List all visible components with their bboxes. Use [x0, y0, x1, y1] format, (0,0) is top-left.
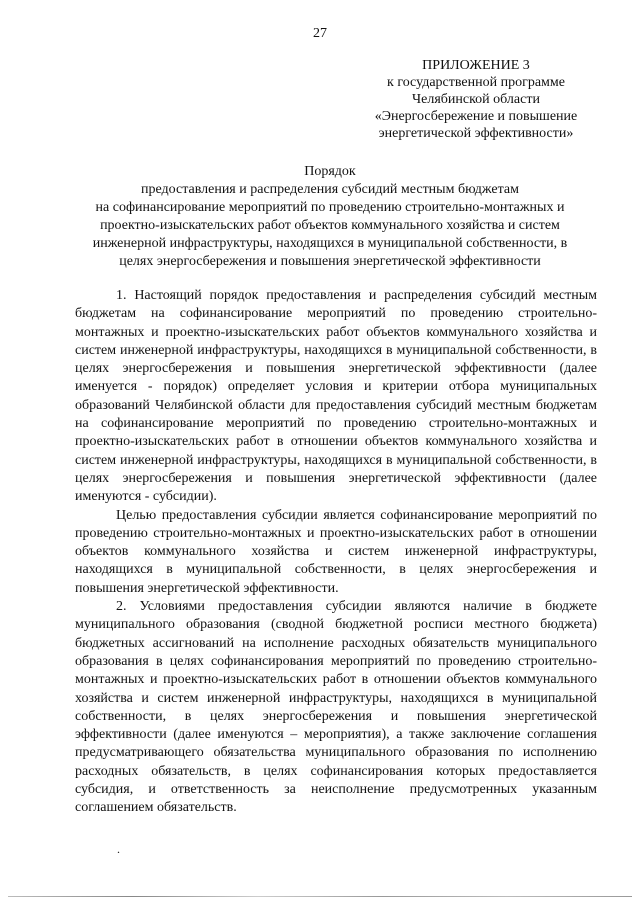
scan-edge-line	[8, 896, 632, 897]
document-heading: Порядок	[304, 164, 356, 179]
appendix-title: ПРИЛОЖЕНИЕ 3	[422, 58, 530, 73]
title-line: инженерной инфраструктуры, находящихся в муниципальной собственности, в	[92, 236, 568, 251]
paragraph-1: 1. Настоящий порядок предоставления и распределения субсидий местным бюджетам на софинансирование мероприятий по проведению строительно-монтажных и проектно-изыскательских работ объектов коммунального хозяйства и систем инженерной инфраструктуры, находящихся в муниципальной собственности, в целях энергосбережения и повышения энергетической эффективности (далее именуется - порядок) определяет условия и критерии отбора муниципальных образований Челябинской области для предоставления субсидий местным бюджетам на софинансирование мероприятий по проведению строительно-монтажных и проектно-изыскательских работ в отношении объектов коммунального хозяйства и систем инженерной инфраструктуры, находящихся в муниципальной собственности, в целях энергосбережения и повышения энергетической эффективности (далее именуются - субсидии).	[75, 288, 597, 505]
paragraph-2: Целью предоставления субсидии является софинансирование мероприятий по проведению строительно-монтажных и проектно-изыскательских работ в отношении объектов коммунального хозяйства и систем инженерной инфраструктуры, находящихся в муниципальной собственности, в целях энергосбережения и повышения энергетической эффективности.	[75, 507, 597, 596]
appendix-block	[356, 57, 596, 142]
document-title	[60, 163, 600, 271]
appendix-line: к государственной программе	[387, 75, 565, 90]
document-body	[75, 287, 597, 818]
title-line: на софинансирование мероприятий по проведению строительно-монтажных и	[95, 200, 565, 215]
title-line: целях энергосбережения и повышения энергетической эффективности	[119, 254, 541, 269]
stray-mark: .	[117, 842, 120, 856]
appendix-line: энергетической эффективности»	[378, 126, 574, 141]
paragraph-3: 2. Условиями предоставления субсидии являются наличие в бюджете муниципального образования (сводной бюджетной росписи местного бюджета) бюджетных ассигнований на исполнение расходных обязательств муниципального образования в целях софинансирования мероприятий по проведению строительно-монтажных и проектно-изыскательских работ в отношении объектов коммунального хозяйства и систем инженерной инфраструктуры, находящихся в муниципальной собственности, в целях энергосбережения и повышения энергетической эффективности (далее именуются – мероприятия), а также заключение соглашения предусматривающего обязательства муниципального образования по исполнению расходных обязательств, в целях софинансирования которых предоставляется субсидия, и ответственность за неисполнение предусмотренных указанным соглашением обязательств.	[75, 599, 597, 816]
title-line: проектно-изыскательских работ объектов коммунального хозяйства и систем	[100, 218, 560, 233]
appendix-line: «Энергосбережение и повышение	[374, 109, 578, 124]
title-line: предоставления и распределения субсидий местным бюджетам	[140, 182, 519, 197]
page-number: 27	[313, 26, 327, 41]
appendix-line: Челябинской области	[412, 92, 540, 107]
